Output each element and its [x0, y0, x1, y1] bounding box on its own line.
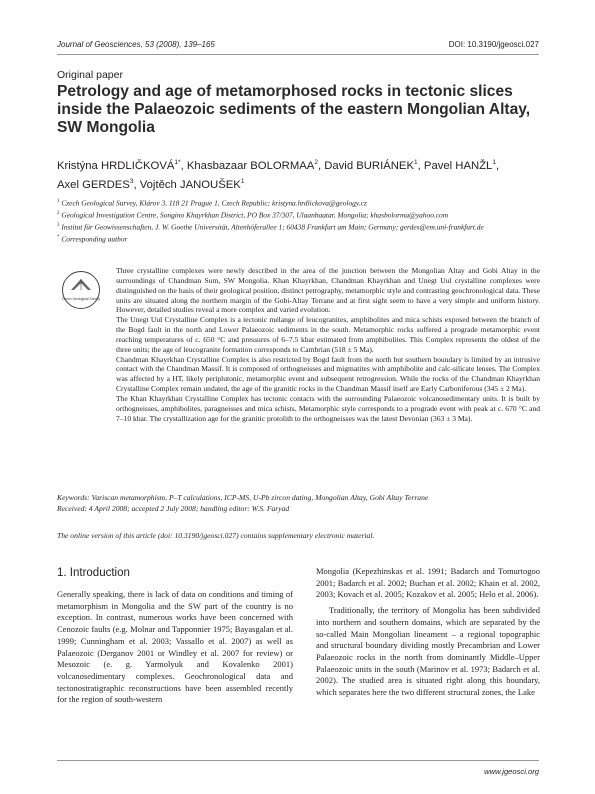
- body-paragraph: Mongolia (Kepezhinskas et al. 1991; Badarch and Tomurtogoo 2001; Badarch et al. 2002; Buchan et al. 2002; Khain et al. 2002, 2003; Kovach et al. 2005; Kozakov et al. 2005; Helo et al. 2006).: [316, 566, 540, 600]
- article-doi: DOI: 10.3190/jgeosci.027: [448, 40, 539, 49]
- affiliation: $^1$ Czech Geological Survey, Klárov 3, 118 21 Prague 1, Czech Republic; kristyna.hrdlickova@geology.cz: [57, 198, 367, 208]
- affiliation: $^2$ Geological Investigation Centre, Songino Khayrkhan District, PO Box 37/307, Ulaanbaatar, Mongolia; khasbolorma@yahoo.com: [57, 210, 449, 220]
- abstract-paragraph: The Khan Khayrkhan Crystalline Complex has tectonic contacts with the surrounding Palaeozoic volcanosedimentary units. It is built by orthogneisses, amphibolites, paragneisses and mica schists. Metamorphic style corresponds to a prograde event with peak at c. 670 °C and 7–10 kbar. The crystallization age for the granitic protolith to the orthogneisses was the latest Devonian (363 ± 3 Ma).: [116, 393, 540, 423]
- author: Pavel HANŽL$^1$,: [423, 159, 500, 172]
- affiliation: * Corresponding author: [57, 234, 128, 244]
- author: Axel GERDES$^3$,: [57, 177, 140, 191]
- author: Khasbazaar BOLORMAA$^2$,: [186, 159, 325, 172]
- right-column: [316, 566, 540, 699]
- body-paragraph: Traditionally, the territory of Mongolia has been subdivided into northern and southern domains, which are separated by the so-called Main Mongolian lineament – a regional topographic and structural boundary dividing mostly Precambrian and Lower Palaeozoic rocks in the north from dominantly Middle–Upper Palaeozoic units in the south (Marinov et al. 1973; Badarch et al. 2002). The studied area is situated right along this boundary, which separates here the two different structural zones, the Lake: [316, 605, 540, 698]
- logo-text: Czech Geological Survey: [61, 297, 101, 301]
- keywords: Keywords: Variscan metamorphism, P–T calculations, ICP-MS, U-Pb zircon dating, Mongolian Altay, Gobi Altay Terrane: [57, 493, 429, 502]
- author: Kristýna $HRDLIČKOVÁ^{1*}$,: [57, 159, 187, 172]
- author: David BURIÁNEK$^1$,: [324, 159, 424, 172]
- section-heading: 1. Introduction: [57, 567, 130, 579]
- journal-citation: Journal of Geosciences, 53 (2008), 139–165: [57, 40, 215, 49]
- left-column: [57, 589, 293, 706]
- header-rule: [57, 54, 539, 55]
- journal-website: www.jgeosci.org: [484, 767, 539, 776]
- czech-geological-survey-logo: [61, 270, 101, 310]
- keywords-block: [57, 493, 539, 514]
- online-version-note: The online version of this article (doi: 10.3190/jgeosci.027) contains supplementary electronic material.: [57, 531, 375, 540]
- received-dates: Received: 4 April 2008; accepted 2 July 2008; handling editor: W.S. Faryad: [57, 503, 290, 513]
- article-kind: Original paper: [57, 69, 123, 81]
- abstract-paragraph: Chandman Khayrkhan Crystalline Complex is also restricted by Bogd fault from the north but southern boundary is limited by an intrusive contact with the Chandman Massif. It is composed of orthogneisses and migmatites with amphibolite and calc-silicate lenses. The Complex was affected by a HT, likely periplutonic, metamorphic event and subsequent retrogression. While the rocks of the Chandman Khayrkhan Crystalline Complex remain undated, the age of the granitic rocks in the Chandman Massif itself are Early Carboniferous (345 ± 2 Ma).: [116, 354, 540, 394]
- abstract-paragraph: The Unegt Uul Crystalline Complex is a tectonic mélange of leucogranites, amphibolites and mica schists exposed between the branch of the Bogd fault in the north and Lower Palaeozoic sediments in the south. Metamorphic rocks suffered a prograde metamorphic event reaching temperatures of c. 650 °C and pressures of 6–7.5 kbar estimated from amphibolites. This Complex represents the oldest of the three units; the age of leucogranite formation corresponds to Cambrian (518 ± 5 Ma).: [116, 315, 540, 354]
- abstract: [116, 266, 540, 424]
- author: Vojtěch JANOUŠEK$^1$: [139, 177, 245, 191]
- author-list: [57, 155, 539, 193]
- body-paragraph: Generally speaking, there is lack of data on conditions and timing of metamorphism in Mongolia and the SW part of the country is no exception. In contrast, numerous works have been concerned with Cenozoic faults (e.g. Molnar and Tapponnier 1975; Bayasgalan et al. 1999; Cunningham et al. 2003; Vassallo et al. 2007) as well as Palaeozoic (Derganov 2001 or Windley et al. 2007 for review) or Mesozoic (e. g. Yarmolyuk and Kovalenko 2001) volcanosedimentary complexes. Geochronological data and tectonostratigraphic reconstructions have been assembled recently for the region of south-western: [57, 589, 293, 705]
- affiliations: [57, 197, 539, 245]
- abstract-paragraph: Three crystalline complexes were newly described in the area of the junction between the Mongolian Altay and Gobi Altay in the surroundings of Chandman Sum, SW Mongolia. Khan Khayrkhan, Chandman Khayrkhan and Unegt Uul crystalline complexes were distinguished on the basis of their geological position, distinct petrography, metamorphic style and contrasting geochronological data. These units are situated along the northern margin of the Gobi-Altay Terrane and at first sight seem to have a very simple and uniform history. However, detailed studies reveal a more complex and varied evolution.: [116, 266, 540, 315]
- affiliation: $^3$ Institut für Geowissenschaften, J. W. Goethe Universität, Altenhöferallee 1; 60438 Frankfurt am Main; Germany; gerdes@em.uni-frankfurt.de: [57, 222, 484, 232]
- article-title: Petrology and age of metamorphosed rocks in tectonic slices inside the Palaeozoic sediments of the eastern Mongolian Altay, SW Mongolia: [57, 83, 531, 136]
- footer-rule: [57, 760, 539, 761]
